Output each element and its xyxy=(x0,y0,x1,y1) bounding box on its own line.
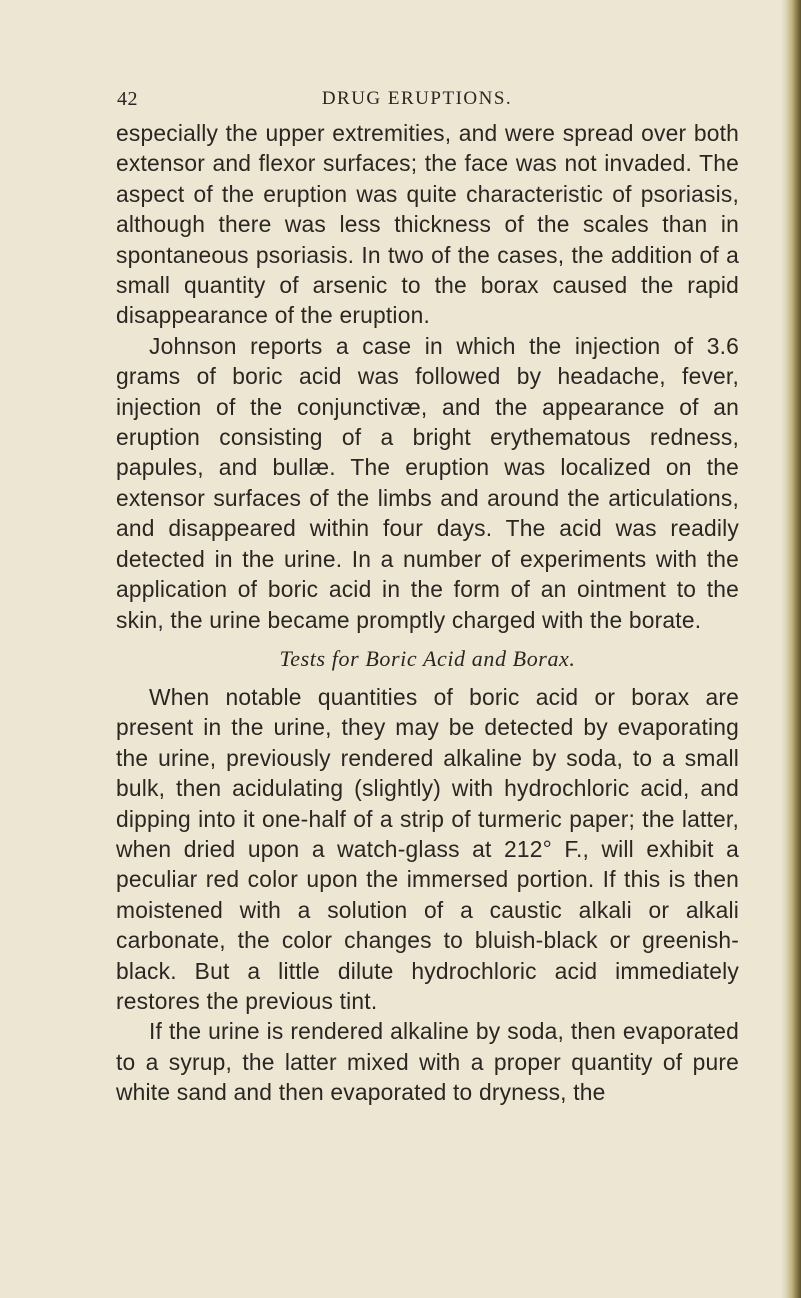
page-edge xyxy=(787,0,801,1298)
paragraph-tests: When notable quantities of boric acid or borax are present in the urine, they may be detected by evaporating the urine, previously rendered alkaline by soda, to a small bulk, then acidulating (slightly) with hydrochloric acid, and dipping into it one-half of a strip of turmeric paper; the latter, when dried upon a watch-glass at 212° F., will exhibit a peculiar red color upon the immersed portion. If this is then moistened with a solution of a caustic alkali or alkali carbonate, the color changes to bluish-black or greenish-black. But a little dilute hydrochloric acid immediately restores the previous tint. xyxy=(116,683,739,1014)
paragraph-evaporation: If the urine is rendered alkaline by soda, then evaporated to a syrup, the latter mixed with a proper quantity of pure white sand and then evaporated to dryness, the xyxy=(116,1018,739,1106)
paragraph-continued: especially the upper extremities, and were spread over both extensor and flexor surfaces; the face was not invaded. The aspect of the eruption was quite characteristic of psoriasis, although there was less thickness of the scales than in spontaneous psoriasis. In two of the cases, the addition of a small quantity of arsenic to the borax caused the rapid disappearance of the eruption. xyxy=(116,120,739,329)
page-number: 42 xyxy=(117,88,138,110)
section-heading: Tests for Boric Acid and Borax. xyxy=(279,645,576,671)
running-head: DRUG ERUPTIONS. xyxy=(321,88,513,109)
text-block xyxy=(116,118,739,1108)
page-header xyxy=(117,88,717,114)
paragraph-johnson-report: Johnson reports a case in which the injection of 3.6 grams of boric acid was followed by headache, fever, injection of the conjunctivæ, and the appearance of an eruption consisting of a bright erythematous redness, papules, and bullæ. The eruption was localized on the extensor surfaces of the limbs and around the articulations, and disappeared within four days. The acid was readily detected in the urine. In a number of experiments with the application of boric acid in the form of an ointment to the skin, the urine became promptly charged with the borate. xyxy=(116,332,739,633)
